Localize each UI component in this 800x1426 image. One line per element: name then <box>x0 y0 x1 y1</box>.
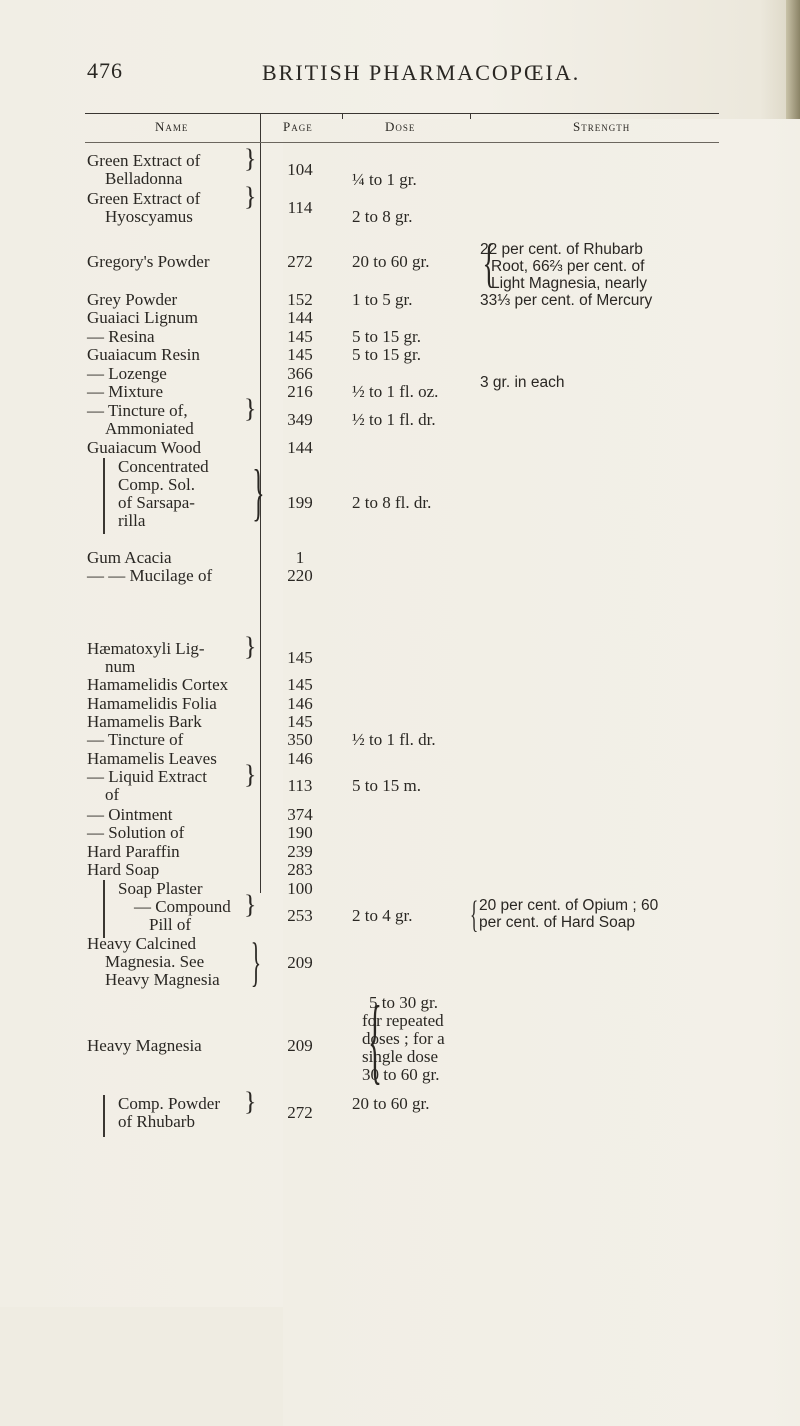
entry-name: — — Mucilage of <box>87 566 213 585</box>
brace: } <box>244 890 257 919</box>
entry-page: 146 <box>287 694 313 713</box>
entry-dose: ½ to 1 fl. dr. <box>352 730 436 749</box>
entry-name: Heavy Magnesia <box>87 1036 202 1055</box>
entry-name: Gum Acacia <box>87 548 172 567</box>
page-number: 476 <box>87 58 123 83</box>
entry-page: 209 <box>287 1036 313 1055</box>
entry-name-cont: Comp. Sol. <box>118 475 195 494</box>
column-header-dose: Dose <box>385 119 416 134</box>
entry-page: 114 <box>287 198 313 217</box>
entry-name: — Liquid Extract <box>87 767 207 786</box>
entry-dose: 2 to 4 gr. <box>352 906 413 925</box>
entry-name-cont: Hyoscyamus <box>105 207 193 226</box>
entry-dose: ½ to 1 fl. oz. <box>352 382 439 401</box>
entry-page: 216 <box>287 382 313 401</box>
entry-dose: 20 to 60 gr. <box>352 1094 430 1113</box>
entry-name: Concentrated <box>118 457 209 476</box>
entry-dose: 5 to 15 gr. <box>352 345 421 364</box>
entry-page: 104 <box>287 160 313 179</box>
entry-page: 145 <box>287 327 313 346</box>
entry-page: 145 <box>287 675 313 694</box>
entry-page: 1 <box>295 548 305 567</box>
entry-name: Comp. Powder <box>118 1094 220 1113</box>
brace: { <box>470 894 479 936</box>
entry-page: 209 <box>287 953 313 972</box>
brace: } <box>252 456 265 527</box>
entry-strength-cont: per cent. of Hard Soap <box>479 914 635 931</box>
entry-page: 253 <box>287 906 313 925</box>
entry-name: — Lozenge <box>87 364 167 383</box>
entry-name: Hamamelidis Folia <box>87 694 217 713</box>
brace: { <box>368 986 382 1093</box>
entry-dose: 5 to 30 gr. <box>369 993 438 1012</box>
entry-page: 190 <box>287 823 313 842</box>
running-title: BRITISH PHARMACOPŒIA. <box>262 60 581 85</box>
entry-dose-cont: 30 to 60 gr. <box>362 1065 440 1084</box>
entry-page: 220 <box>287 566 313 585</box>
entry-strength: 22 per cent. of Rhubarb <box>480 241 643 258</box>
entry-name: Hard Paraffin <box>87 842 180 861</box>
entry-page: 272 <box>287 1103 313 1122</box>
entry-page: 145 <box>287 648 313 667</box>
entry-page: 283 <box>287 860 313 879</box>
brace: { <box>482 233 496 293</box>
entry-strength: 20 per cent. of Opium ; 60 <box>479 897 659 914</box>
entry-name-cont: Heavy Magnesia <box>105 970 220 989</box>
entry-name: Guaiacum Resin <box>87 345 200 364</box>
entry-page: 100 <box>287 879 313 898</box>
entry-strength-cont: 33⅓ per cent. of Mercury <box>480 292 653 309</box>
entry-name: Gregory's Powder <box>87 252 210 271</box>
entry-name-cont: rilla <box>118 511 146 530</box>
brace: } <box>244 1087 257 1116</box>
entry-page: 145 <box>287 345 313 364</box>
entry-name: Hamamelis Leaves <box>87 749 217 768</box>
entry-page: 350 <box>287 730 313 749</box>
entry-dose-cont: single dose <box>362 1047 439 1066</box>
entry-strength-cont: Root, 66⅔ per cent. of <box>491 258 645 275</box>
entry-dose-cont: for repeated <box>362 1011 444 1030</box>
entry-name-cont: of Sarsapa- <box>118 493 195 512</box>
entry-page: 152 <box>287 290 313 309</box>
entry-dose: 5 to 15 gr. <box>352 327 421 346</box>
entry-name-cont: Ammoniated <box>105 419 194 438</box>
entry-name: Hard Soap <box>87 860 160 879</box>
entry-page: 146 <box>287 749 313 768</box>
indent-bar <box>103 458 105 534</box>
entry-name: — Tincture of, <box>87 401 188 420</box>
entry-name: — Compound <box>134 897 231 916</box>
entry-name-cont: of <box>105 785 120 804</box>
entry-name-cont: Magnesia. See <box>105 952 205 971</box>
entry-name: — Mixture <box>87 382 164 401</box>
entry-name: — Solution of <box>87 823 185 842</box>
brace: } <box>250 932 262 992</box>
entry-page: 145 <box>287 712 313 731</box>
entry-name: — Resina <box>87 327 155 346</box>
entry-dose-cont: doses ; for a <box>362 1029 445 1048</box>
entry-page: 144 <box>287 438 313 457</box>
entry-name: Grey Powder <box>87 290 178 309</box>
entry-page: 349 <box>287 410 313 429</box>
entry-name: Guaiaci Lignum <box>87 308 198 327</box>
entry-page: 374 <box>287 805 313 824</box>
entry-page: 272 <box>287 252 313 271</box>
indent-bar <box>103 880 105 938</box>
indent-bar <box>103 1095 105 1137</box>
entry-name: — Ointment <box>87 805 173 824</box>
brace: } <box>244 394 257 423</box>
entry-name: Hæmatoxyli Lig- <box>87 639 205 658</box>
entry-name-cont: of Rhubarb <box>118 1112 195 1131</box>
entry-dose: ¼ to 1 gr. <box>352 170 417 189</box>
column-header-page: Page <box>283 119 800 1426</box>
entry-dose: 1 to 5 gr. <box>352 290 413 309</box>
brace: } <box>244 182 257 211</box>
brace: } <box>244 144 257 173</box>
column-header-name: Name <box>155 119 189 134</box>
entry-page: 144 <box>287 308 313 327</box>
entry-name: Soap Plaster <box>118 879 203 898</box>
entry-dose: 2 to 8 gr. <box>352 207 413 226</box>
entry-name: Hamamelis Bark <box>87 712 202 731</box>
page-header <box>0 52 800 92</box>
entry-page: 366 <box>287 364 313 383</box>
entry-page: 113 <box>287 776 313 795</box>
brace: } <box>244 760 257 789</box>
entry-name-cont: num <box>105 657 136 676</box>
entry-page: 239 <box>287 842 313 861</box>
entry-name: Green Extract of <box>87 151 201 170</box>
entry-strength-cont: Light Magnesia, nearly <box>491 275 647 292</box>
entry-strength: 3 gr. in each <box>480 374 565 391</box>
entry-name: Heavy Calcined <box>87 934 197 953</box>
entry-name-cont: Pill of <box>149 915 192 934</box>
entry-dose: ½ to 1 fl. dr. <box>352 410 436 429</box>
entry-name: Green Extract of <box>87 189 201 208</box>
brace: } <box>244 632 257 661</box>
header-rule <box>85 142 719 143</box>
entry-name: Guaiacum Wood <box>87 438 201 457</box>
entry-dose: 5 to 15 m. <box>352 776 421 795</box>
entry-dose: 2 to 8 fl. dr. <box>352 493 432 512</box>
entry-page: 199 <box>287 493 313 512</box>
table-top-rule <box>85 113 719 114</box>
entry-name: — Tincture of <box>87 730 184 749</box>
entry-name-cont: Belladonna <box>105 169 183 188</box>
column-header-strength: Strength <box>573 119 631 134</box>
entry-dose: 20 to 60 gr. <box>352 252 430 271</box>
entry-name: Hamamelidis Cortex <box>87 675 229 694</box>
